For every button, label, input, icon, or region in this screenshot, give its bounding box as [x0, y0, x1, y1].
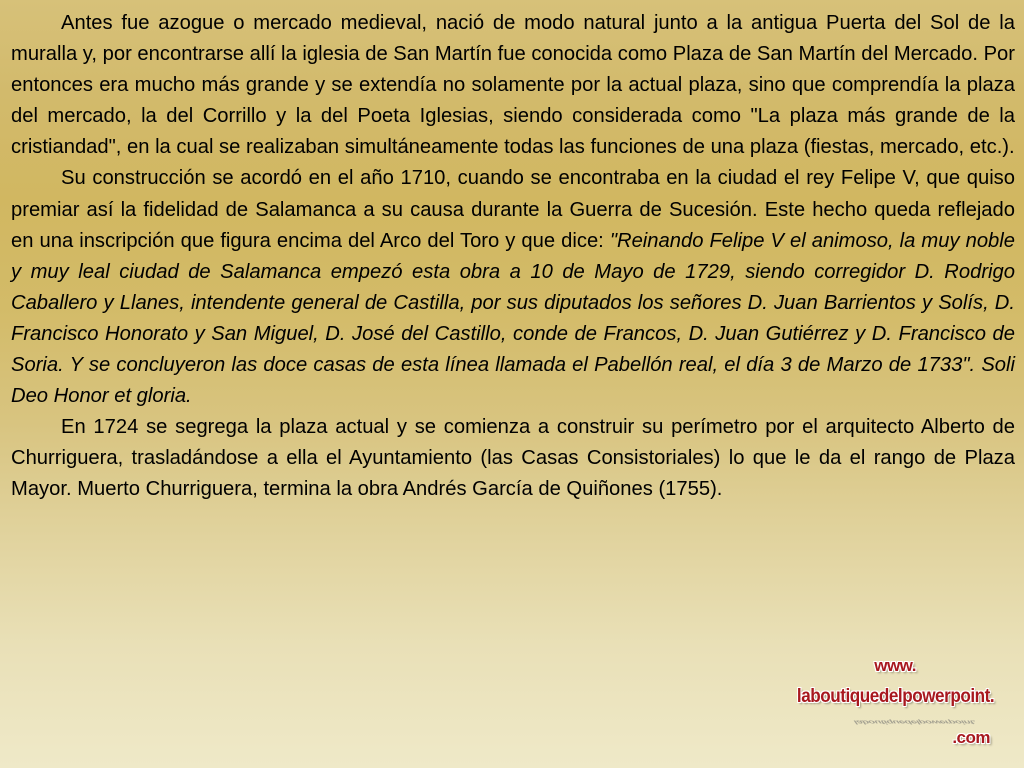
paragraph-churriguera — [11, 412, 1015, 505]
paragraph-construction-text: Su construcción se acordó en el año 1710, cuando se encontraba en la ciudad el rey Felipe V, que quiso premiar así la fidelidad de Salamanca a su causa durante la Guerra de Sucesión. Este hecho queda reflejado en una inscripción que figura encima del Arco del Toro y que dice: — [11, 167, 1015, 252]
slide-text-body — [11, 8, 1015, 506]
watermark-com: .com — [952, 728, 990, 747]
paragraph-history — [11, 8, 1015, 163]
watermark-reflection: laboutiquedelpowerpoint. — [851, 719, 979, 725]
paragraph-construction — [11, 163, 1015, 412]
paragraph-history-text: Antes fue azogue o mercado medieval, nació de modo natural junto a la antigua Puerta del Sol de la muralla y, por encontrarse allí la iglesia de San Martín fue conocida como Plaza de San Martín del Mercado. Por entonces era mucho más grande y se extendía no solamente por la actual plaza, sino que comprendía la plaza del mercado, la del Corrillo y la del Poeta Iglesias, siendo considerada como "La plaza más grande de la cristiandad", en la cual se realizaban simultáneamente todas las funciones de una plaza (fiestas, mercado, etc.). — [11, 12, 1015, 159]
paragraph-churriguera-text: En 1724 se segrega la plaza actual y se comienza a construir su perímetro por el arquitecto Alberto de Churriguera, trasladándose a ella el Ayuntamiento (las Casas Consistoriales) lo que le da el rango de Plaza Mayor. Muerto Churriguera, termina la obra Andrés García de Quiñones (1755). — [11, 416, 1015, 501]
inscription-quote: "Reinando Felipe V el animoso, la muy noble y muy leal ciudad de Salamanca empezó esta obra a 10 de Mayo de 1729, siendo corregidor D. Rodrigo Caballero y Llanes, intendente general de Castilla, por sus diputados los señores D. Juan Barrientos y Solís, D. Francisco Honorato y San Miguel, D. José del Castillo, conde de Francos, D. Juan Gutiérrez y D. Francisco de Soria. Y se concluyeron las doce casas de esta línea llamada el Pabellón real, el día 3 de Marzo de 1733". Soli Deo Honor et gloria. — [11, 229, 1015, 408]
watermark-logo[interactable] — [766, 656, 1006, 756]
watermark-www: www. — [874, 656, 916, 675]
watermark-site-name: laboutiquedelpowerpoint. — [796, 686, 994, 707]
